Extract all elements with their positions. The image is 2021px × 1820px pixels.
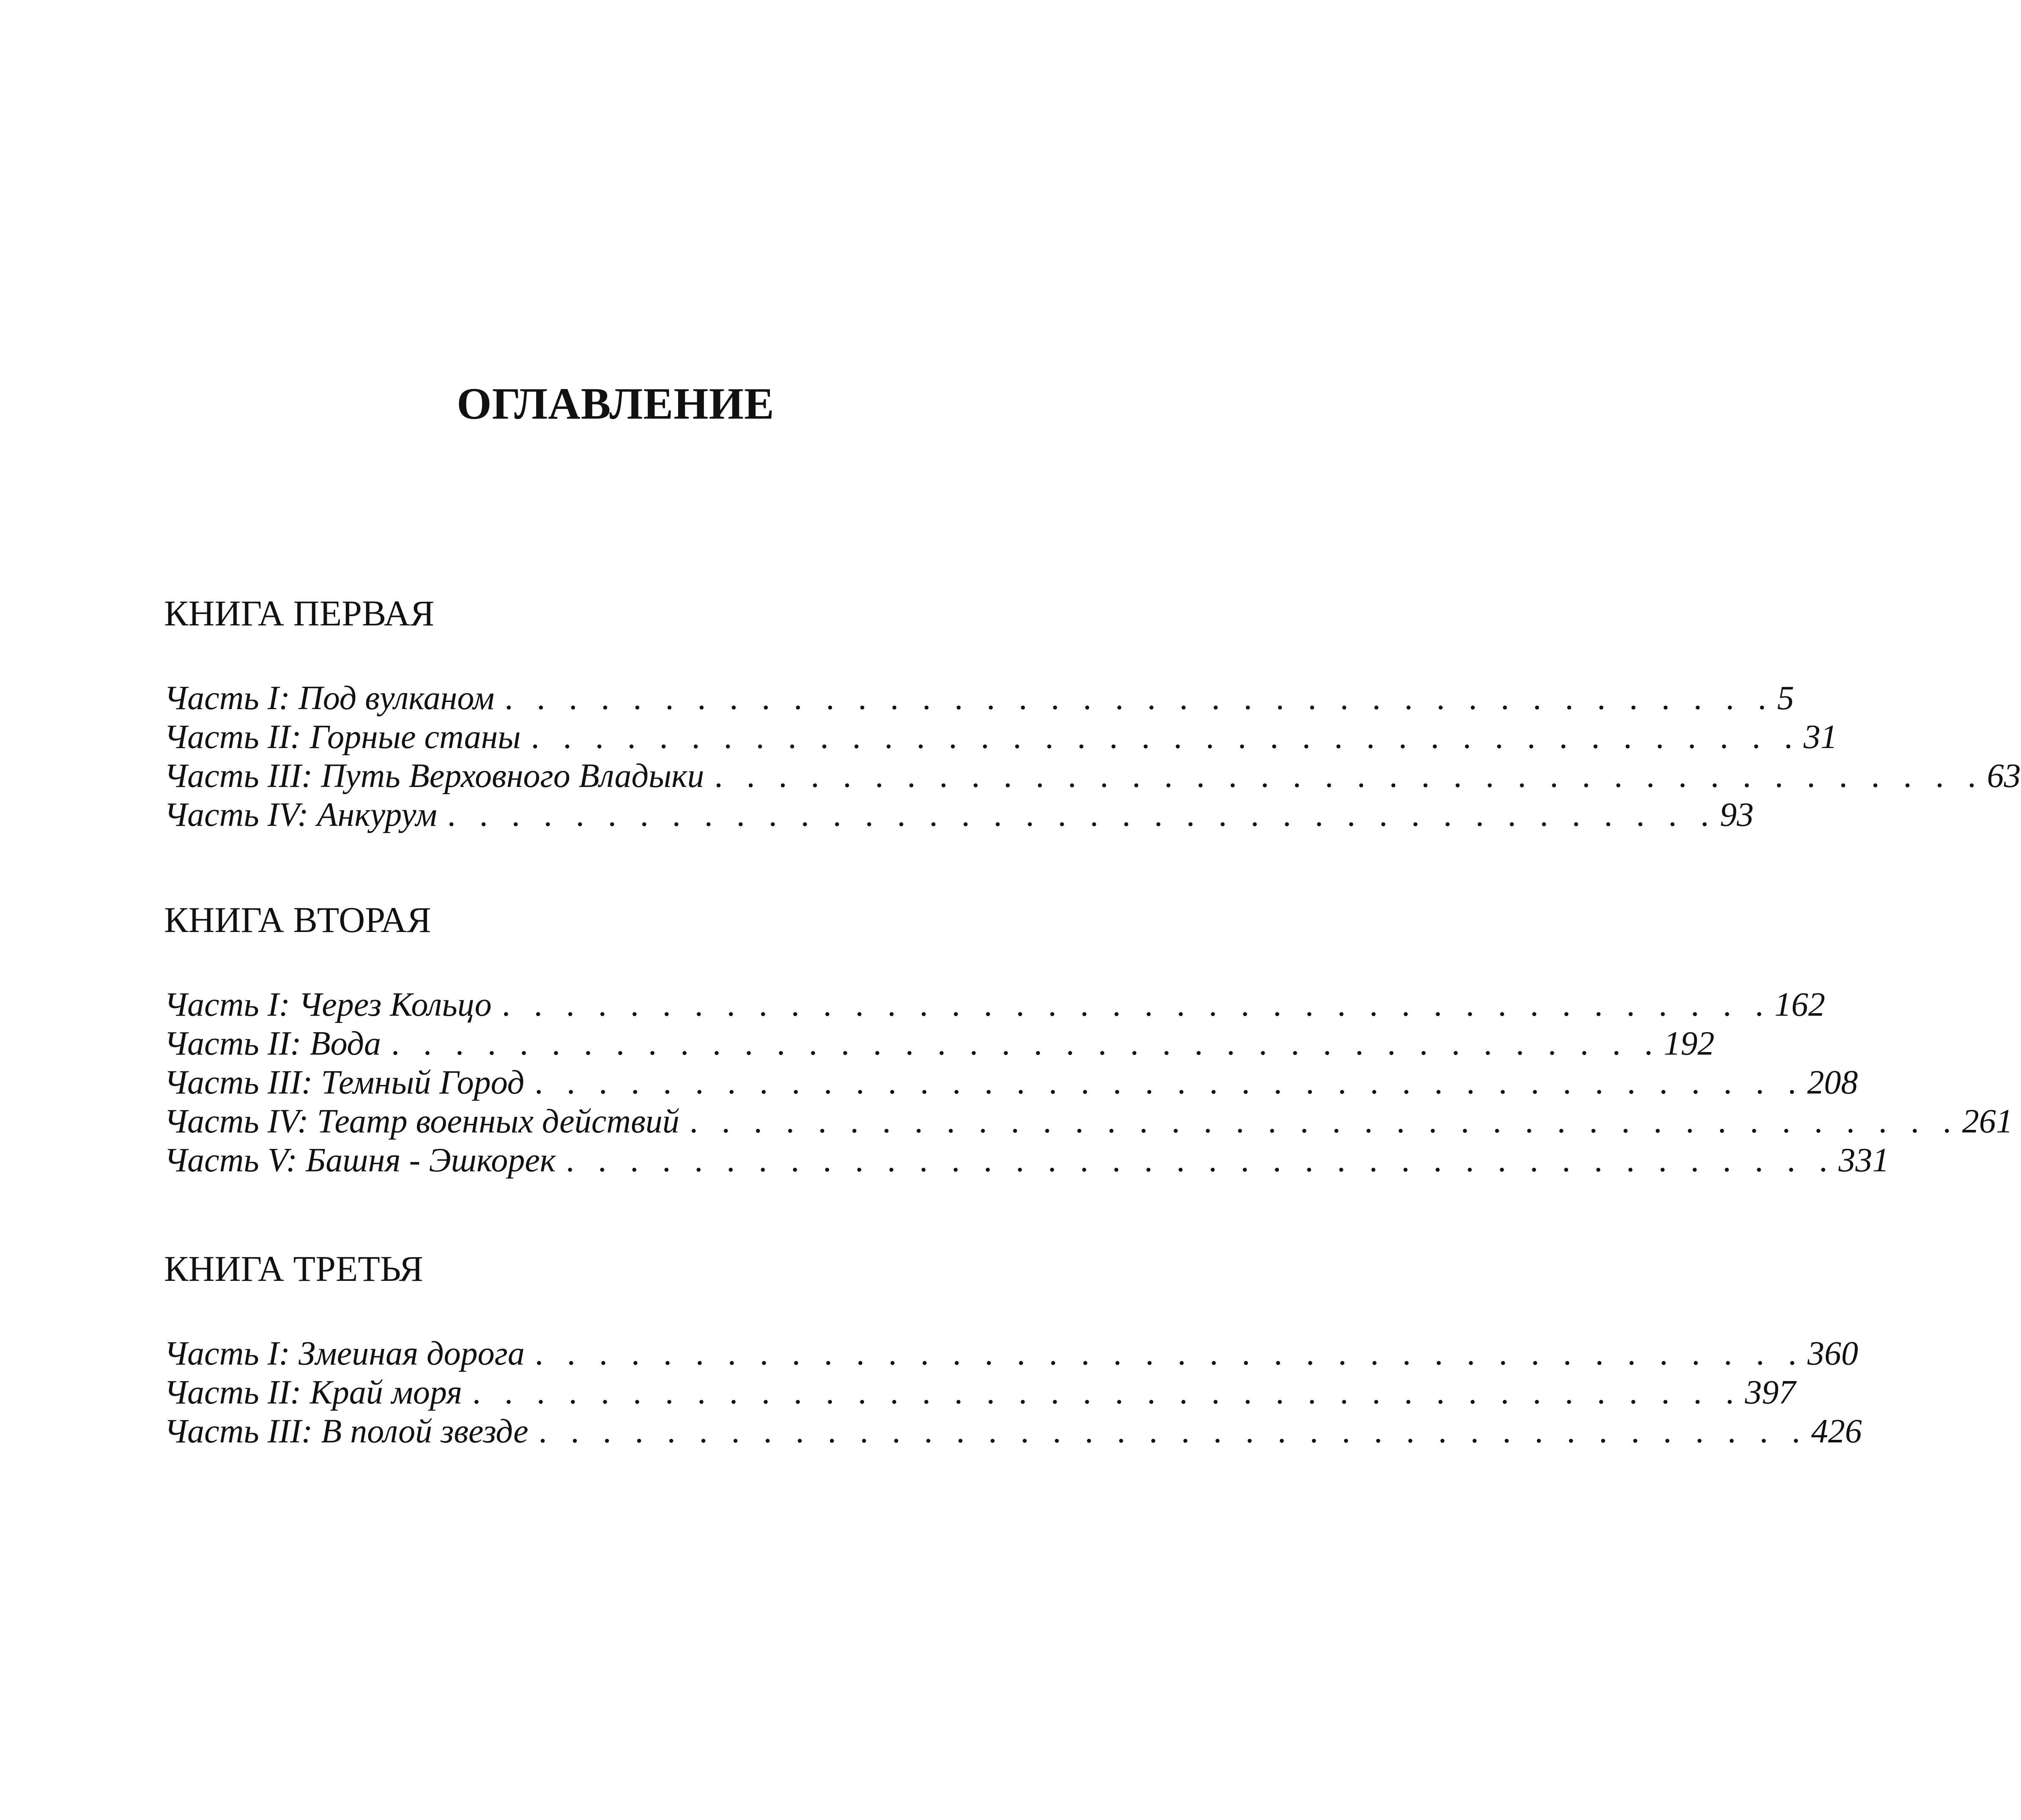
page-title: ОГЛАВЛЕНИЕ (457, 379, 775, 428)
dot-leader: . . . . . . . . . . . . . . . . . . . . . . . . . . . . . . . . . . . . . . . . (534, 1335, 1804, 1372)
dot-leader: . . . . . . . . . . . . . . . . . . . . . . . . . . . . . . . . . . . . . . . . (501, 986, 1771, 1023)
page-number: 261 (1962, 1103, 2013, 1140)
toc-list (164, 679, 2021, 834)
page-number: 192 (1664, 1025, 1715, 1062)
entry-title: Часть II: Горные станы (164, 718, 521, 756)
dot-leader: . . . . . . . . . . . . . . . . . . . . . . . . . . . . . . . . . . . . . . . . (714, 757, 1984, 795)
page-number: 397 (1745, 1374, 1796, 1411)
dot-leader: . . . . . . . . . . . . . . . . . . . . . . . . . . . . . . . . . . . . . . . . (538, 1413, 1808, 1450)
book-section-third (164, 1245, 1862, 1451)
toc-entry[interactable] (164, 1373, 1796, 1412)
page-number: 93 (1720, 796, 1754, 833)
toc-list (164, 1334, 1862, 1451)
entry-title: Часть V: Башня - Эшкорек (164, 1142, 556, 1179)
toc-entry[interactable] (164, 1141, 1890, 1180)
entry-title: Часть I: Змеиная дорога (164, 1335, 525, 1372)
page-number: 162 (1774, 986, 1825, 1023)
toc-entry[interactable] (164, 1063, 1858, 1102)
dot-leader: . . . . . . . . . . . . . . . . . . . . . . . . . . . . . . . . . . . . . . . . (391, 1025, 1661, 1062)
toc-entry[interactable] (164, 757, 2021, 795)
entry-title: Часть III: Путь Верховного Владыки (164, 757, 704, 795)
entry-title: Часть IV: Театр военных действий (164, 1103, 679, 1140)
entry-title: Часть II: Край моря (164, 1374, 463, 1411)
entry-title: Часть III: В полой звезде (164, 1413, 529, 1450)
toc-entry[interactable] (164, 679, 1794, 718)
entry-title: Часть I: Под вулканом (164, 680, 495, 717)
page-number: 360 (1807, 1335, 1858, 1372)
dot-leader: . . . . . . . . . . . . . . . . . . . . . . . . . . . . . . . . . . . . . . . . (689, 1103, 1959, 1140)
book-heading: КНИГА ПЕРВАЯ (164, 593, 435, 633)
toc-entry[interactable] (164, 1412, 1862, 1451)
toc-list (164, 985, 2013, 1180)
toc-entry[interactable] (164, 1024, 1715, 1063)
dot-leader: . . . . . . . . . . . . . . . . . . . . . . . . . . . . . . . . . . . . . . . . (534, 1064, 1804, 1101)
toc-entry[interactable] (164, 718, 1838, 757)
book-heading: КНИГА ВТОРАЯ (164, 899, 431, 940)
toc-entry[interactable] (164, 1102, 2013, 1141)
entry-title: Часть III: Темный Город (164, 1064, 525, 1101)
toc-entry[interactable] (164, 1334, 1858, 1373)
entry-title: Часть IV: Анкурум (164, 796, 437, 833)
dot-leader: . . . . . . . . . . . . . . . . . . . . . . . . . . . . . . . . . . . . . . . . (531, 718, 1800, 756)
page-number: 5 (1777, 680, 1794, 717)
dot-leader: . . . . . . . . . . . . . . . . . . . . . . . . . . . . . . . . . . . . . . . . (566, 1142, 1835, 1179)
book-section-second (164, 896, 2013, 1180)
dot-leader: . . . . . . . . . . . . . . . . . . . . . . . . . . . . . . . . . . . . . . . . (447, 796, 1717, 833)
entry-title: Часть II: Вода (164, 1025, 381, 1062)
book-section-first (164, 590, 2021, 834)
page-number: 426 (1811, 1413, 1862, 1450)
toc-entry[interactable] (164, 795, 1754, 834)
page-number: 63 (1987, 757, 2021, 795)
page-number: 31 (1803, 718, 1838, 756)
entry-title: Часть I: Через Кольцо (164, 986, 492, 1023)
dot-leader: . . . . . . . . . . . . . . . . . . . . . . . . . . . . . . . . . . . . . . . . (472, 1374, 1742, 1411)
dot-leader: . . . . . . . . . . . . . . . . . . . . . . . . . . . . . . . . . . . . . . . . (504, 680, 1774, 717)
book-heading: КНИГА ТРЕТЬЯ (164, 1248, 424, 1289)
page-number: 331 (1838, 1142, 1890, 1179)
toc-entry[interactable] (164, 985, 1825, 1024)
page-number: 208 (1807, 1064, 1858, 1101)
